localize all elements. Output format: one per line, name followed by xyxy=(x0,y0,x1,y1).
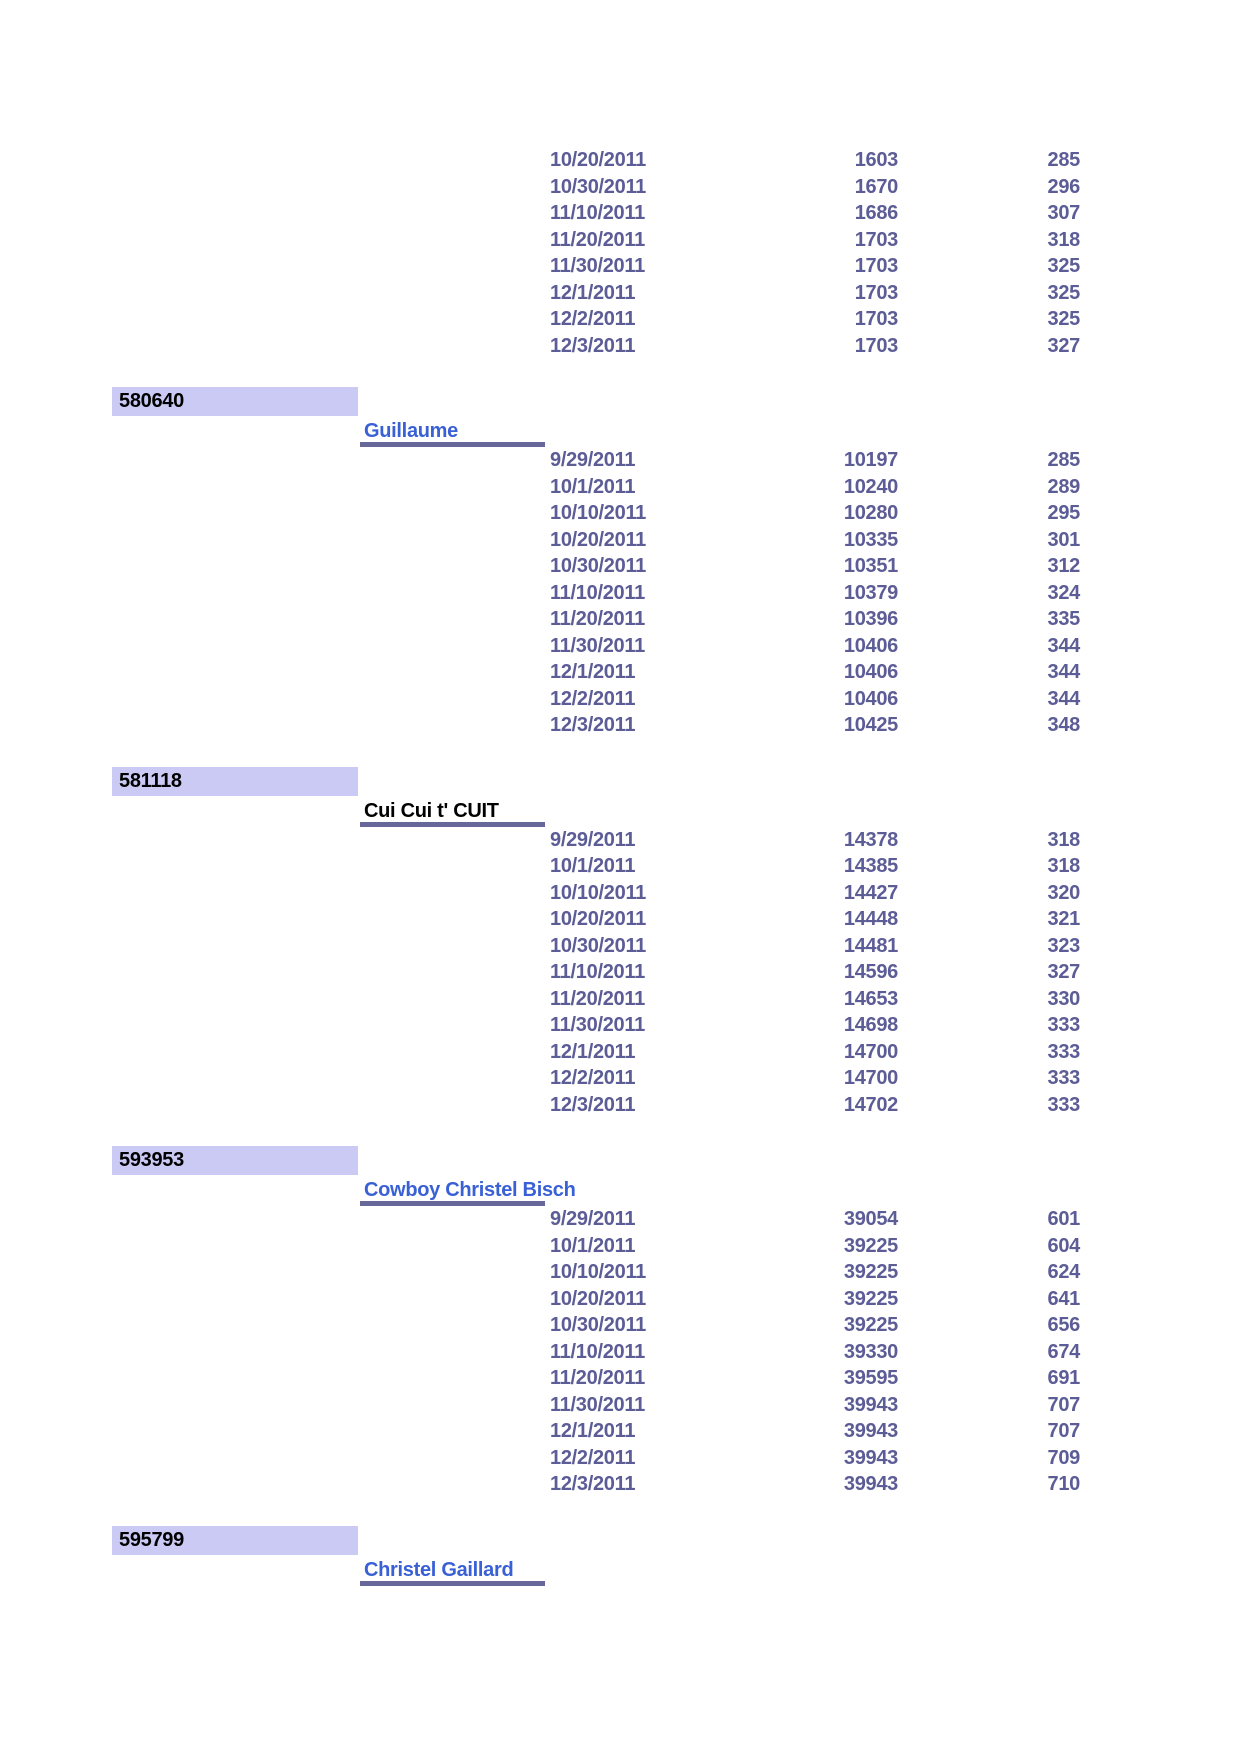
record-id-box xyxy=(112,1526,358,1555)
cell-count: 323 xyxy=(1047,934,1080,957)
cell-count: 344 xyxy=(1047,634,1080,657)
record-name-link[interactable]: Cowboy Christel Bisch xyxy=(364,1179,576,1201)
cell-count: 656 xyxy=(1047,1314,1080,1336)
rows xyxy=(0,147,1241,359)
cell-value: 39225 xyxy=(843,1234,898,1257)
record-name-wrap xyxy=(360,1559,545,1586)
name-underline xyxy=(360,1581,545,1586)
cell-date: 11/20/2011 xyxy=(550,228,645,251)
table-row xyxy=(550,1418,1241,1445)
cell-date: 10/30/2011 xyxy=(550,175,646,198)
cell-count: 691 xyxy=(1047,1367,1080,1389)
cell-count: 344 xyxy=(1047,687,1080,710)
table-row xyxy=(550,959,1241,986)
cell-date: 12/2/2011 xyxy=(550,1446,636,1469)
cell-date: 9/29/2011 xyxy=(550,828,636,851)
cell-count: 312 xyxy=(1047,555,1080,577)
cell-date: 12/1/2011 xyxy=(550,281,636,304)
cell-date: 12/2/2011 xyxy=(550,687,636,710)
cell-count: 601 xyxy=(1047,1208,1080,1230)
record-id-box xyxy=(112,767,358,796)
record-section xyxy=(0,767,1241,1119)
table-row xyxy=(550,1445,1241,1472)
table-row xyxy=(550,853,1241,880)
cell-count: 285 xyxy=(1047,149,1080,171)
cell-date: 12/3/2011 xyxy=(550,334,636,357)
record-name-wrap xyxy=(360,420,545,447)
table-row xyxy=(550,174,1241,201)
cell-count: 707 xyxy=(1047,1420,1080,1442)
cell-value: 39330 xyxy=(843,1340,898,1363)
cell-value: 14702 xyxy=(843,1093,898,1116)
table-row xyxy=(550,500,1241,527)
table-row xyxy=(550,333,1241,360)
rows xyxy=(0,827,1241,1119)
record-section xyxy=(0,147,1241,359)
cell-value: 14427 xyxy=(843,881,898,904)
cell-count: 325 xyxy=(1047,308,1080,330)
cell-count: 325 xyxy=(1047,255,1080,277)
table-row xyxy=(550,906,1241,933)
cell-date: 11/10/2011 xyxy=(550,202,645,224)
table-row xyxy=(550,447,1241,474)
cell-value: 39225 xyxy=(843,1261,898,1283)
cell-value: 39225 xyxy=(843,1314,898,1336)
record-name-wrap xyxy=(360,1179,576,1206)
cell-value: 14385 xyxy=(843,855,898,877)
rows xyxy=(0,1206,1241,1498)
cell-date: 12/2/2011 xyxy=(550,1067,636,1089)
cell-value: 1703 xyxy=(854,334,898,357)
cell-date: 11/30/2011 xyxy=(550,1014,645,1036)
cell-date: 12/3/2011 xyxy=(550,714,636,736)
cell-date: 10/20/2011 xyxy=(550,528,646,551)
cell-date: 11/20/2011 xyxy=(550,1367,645,1389)
table-row xyxy=(550,1312,1241,1339)
table-row xyxy=(550,227,1241,254)
table-row xyxy=(550,1233,1241,1260)
cell-date: 9/29/2011 xyxy=(550,1208,636,1230)
table-row xyxy=(550,1365,1241,1392)
cell-value: 10406 xyxy=(843,634,898,657)
cell-count: 641 xyxy=(1047,1287,1080,1310)
cell-date: 11/10/2011 xyxy=(550,581,645,604)
record-section xyxy=(0,1146,1241,1498)
cell-date: 11/10/2011 xyxy=(550,961,645,983)
cell-date: 10/10/2011 xyxy=(550,881,646,904)
cell-value: 14481 xyxy=(843,934,898,957)
cell-date: 11/10/2011 xyxy=(550,1340,645,1363)
table-row xyxy=(550,1206,1241,1233)
table-row xyxy=(550,686,1241,713)
cell-date: 9/29/2011 xyxy=(550,449,636,471)
cell-date: 12/1/2011 xyxy=(550,661,636,683)
cell-date: 11/20/2011 xyxy=(550,608,645,630)
table-row xyxy=(550,1286,1241,1313)
record-section xyxy=(0,1526,1241,1586)
cell-value: 1703 xyxy=(854,228,898,251)
cell-value: 14653 xyxy=(843,987,898,1010)
cell-count: 333 xyxy=(1047,1067,1080,1089)
record-id: 581118 xyxy=(119,769,182,792)
cell-count: 296 xyxy=(1047,175,1080,198)
cell-value: 10197 xyxy=(843,449,898,471)
cell-count: 327 xyxy=(1047,961,1080,983)
cell-value: 14700 xyxy=(843,1040,898,1063)
record-name-link: Cui Cui t' CUIT xyxy=(364,799,499,822)
table-row xyxy=(550,1092,1241,1119)
table-row xyxy=(550,1065,1241,1092)
report-body xyxy=(0,147,1241,1586)
cell-count: 710 xyxy=(1047,1473,1080,1495)
cell-count: 333 xyxy=(1047,1014,1080,1036)
table-row xyxy=(550,986,1241,1013)
cell-date: 10/30/2011 xyxy=(550,555,646,577)
cell-value: 10335 xyxy=(843,528,898,551)
cell-count: 318 xyxy=(1047,855,1080,877)
table-row xyxy=(550,1471,1241,1498)
cell-count: 320 xyxy=(1047,881,1080,904)
cell-count: 348 xyxy=(1047,714,1080,736)
cell-date: 12/1/2011 xyxy=(550,1420,636,1442)
cell-value: 39943 xyxy=(843,1393,898,1416)
table-row xyxy=(550,633,1241,660)
record-id: 593953 xyxy=(119,1149,184,1171)
table-row xyxy=(550,1339,1241,1366)
cell-date: 10/10/2011 xyxy=(550,502,646,524)
cell-value: 10240 xyxy=(843,475,898,498)
cell-count: 333 xyxy=(1047,1093,1080,1116)
table-row xyxy=(550,553,1241,580)
record-id: 595799 xyxy=(119,1528,184,1551)
cell-count: 624 xyxy=(1047,1261,1080,1283)
cell-value: 14596 xyxy=(843,961,898,983)
cell-date: 11/30/2011 xyxy=(550,1393,645,1416)
cell-date: 10/10/2011 xyxy=(550,1261,646,1283)
cell-value: 39225 xyxy=(843,1287,898,1310)
table-row xyxy=(550,200,1241,227)
table-row xyxy=(550,1012,1241,1039)
cell-count: 295 xyxy=(1047,502,1080,524)
cell-value: 10406 xyxy=(843,661,898,683)
cell-value: 14448 xyxy=(843,908,898,930)
record-name-link[interactable]: Christel Gaillard xyxy=(364,1558,514,1581)
cell-count: 318 xyxy=(1047,228,1080,251)
cell-date: 10/1/2011 xyxy=(550,475,636,498)
cell-value: 39943 xyxy=(843,1420,898,1442)
table-row xyxy=(550,527,1241,554)
table-row xyxy=(550,933,1241,960)
record-id: 580640 xyxy=(119,390,184,412)
cell-date: 10/1/2011 xyxy=(550,855,636,877)
table-row xyxy=(550,474,1241,501)
cell-count: 709 xyxy=(1047,1446,1080,1469)
cell-count: 333 xyxy=(1047,1040,1080,1063)
cell-count: 307 xyxy=(1047,202,1080,224)
cell-date: 12/1/2011 xyxy=(550,1040,636,1063)
cell-value: 10280 xyxy=(843,502,898,524)
cell-count: 318 xyxy=(1047,828,1080,851)
cell-date: 11/30/2011 xyxy=(550,634,645,657)
cell-date: 10/20/2011 xyxy=(550,149,646,171)
cell-value: 39595 xyxy=(843,1367,898,1389)
table-row xyxy=(550,880,1241,907)
cell-value: 39943 xyxy=(843,1446,898,1469)
table-row xyxy=(550,827,1241,854)
cell-date: 12/3/2011 xyxy=(550,1093,636,1116)
cell-value: 39054 xyxy=(843,1208,898,1230)
cell-date: 10/1/2011 xyxy=(550,1234,636,1257)
cell-count: 674 xyxy=(1047,1340,1080,1363)
cell-value: 1686 xyxy=(854,202,898,224)
cell-count: 707 xyxy=(1047,1393,1080,1416)
cell-date: 10/20/2011 xyxy=(550,908,646,930)
cell-count: 301 xyxy=(1047,528,1080,551)
cell-date: 12/3/2011 xyxy=(550,1473,636,1495)
cell-count: 324 xyxy=(1047,581,1080,604)
record-name-link[interactable]: Guillaume xyxy=(364,420,458,442)
cell-date: 10/30/2011 xyxy=(550,1314,646,1336)
cell-value: 1703 xyxy=(854,308,898,330)
table-row xyxy=(550,606,1241,633)
record-id-box xyxy=(112,1146,358,1175)
table-row xyxy=(550,306,1241,333)
table-row xyxy=(550,712,1241,739)
cell-count: 327 xyxy=(1047,334,1080,357)
cell-value: 39943 xyxy=(843,1473,898,1495)
cell-count: 325 xyxy=(1047,281,1080,304)
cell-value: 14700 xyxy=(843,1067,898,1089)
cell-count: 335 xyxy=(1047,608,1080,630)
record-id-box xyxy=(112,387,358,416)
cell-value: 1670 xyxy=(854,175,898,198)
cell-value: 14378 xyxy=(843,828,898,851)
table-row xyxy=(550,1392,1241,1419)
cell-date: 11/20/2011 xyxy=(550,987,645,1010)
cell-date: 10/30/2011 xyxy=(550,934,646,957)
rows xyxy=(0,447,1241,739)
cell-count: 330 xyxy=(1047,987,1080,1010)
cell-count: 604 xyxy=(1047,1234,1080,1257)
cell-value: 10406 xyxy=(843,687,898,710)
cell-value: 10425 xyxy=(843,714,898,736)
record-name-wrap xyxy=(360,800,545,827)
cell-value: 10396 xyxy=(843,608,898,630)
table-row xyxy=(550,253,1241,280)
cell-value: 10351 xyxy=(843,555,898,577)
cell-date: 12/2/2011 xyxy=(550,308,636,330)
cell-date: 10/20/2011 xyxy=(550,1287,646,1310)
cell-value: 10379 xyxy=(843,581,898,604)
table-row xyxy=(550,580,1241,607)
cell-value: 1603 xyxy=(854,149,898,171)
table-row xyxy=(550,659,1241,686)
cell-count: 285 xyxy=(1047,449,1080,471)
table-row xyxy=(550,280,1241,307)
cell-count: 321 xyxy=(1047,908,1080,930)
table-row xyxy=(550,1039,1241,1066)
cell-date: 11/30/2011 xyxy=(550,255,645,277)
cell-value: 1703 xyxy=(854,255,898,277)
table-row xyxy=(550,1259,1241,1286)
table-row xyxy=(550,147,1241,174)
cell-count: 344 xyxy=(1047,661,1080,683)
record-section xyxy=(0,387,1241,739)
cell-value: 1703 xyxy=(854,281,898,304)
cell-count: 289 xyxy=(1047,475,1080,498)
cell-value: 14698 xyxy=(843,1014,898,1036)
